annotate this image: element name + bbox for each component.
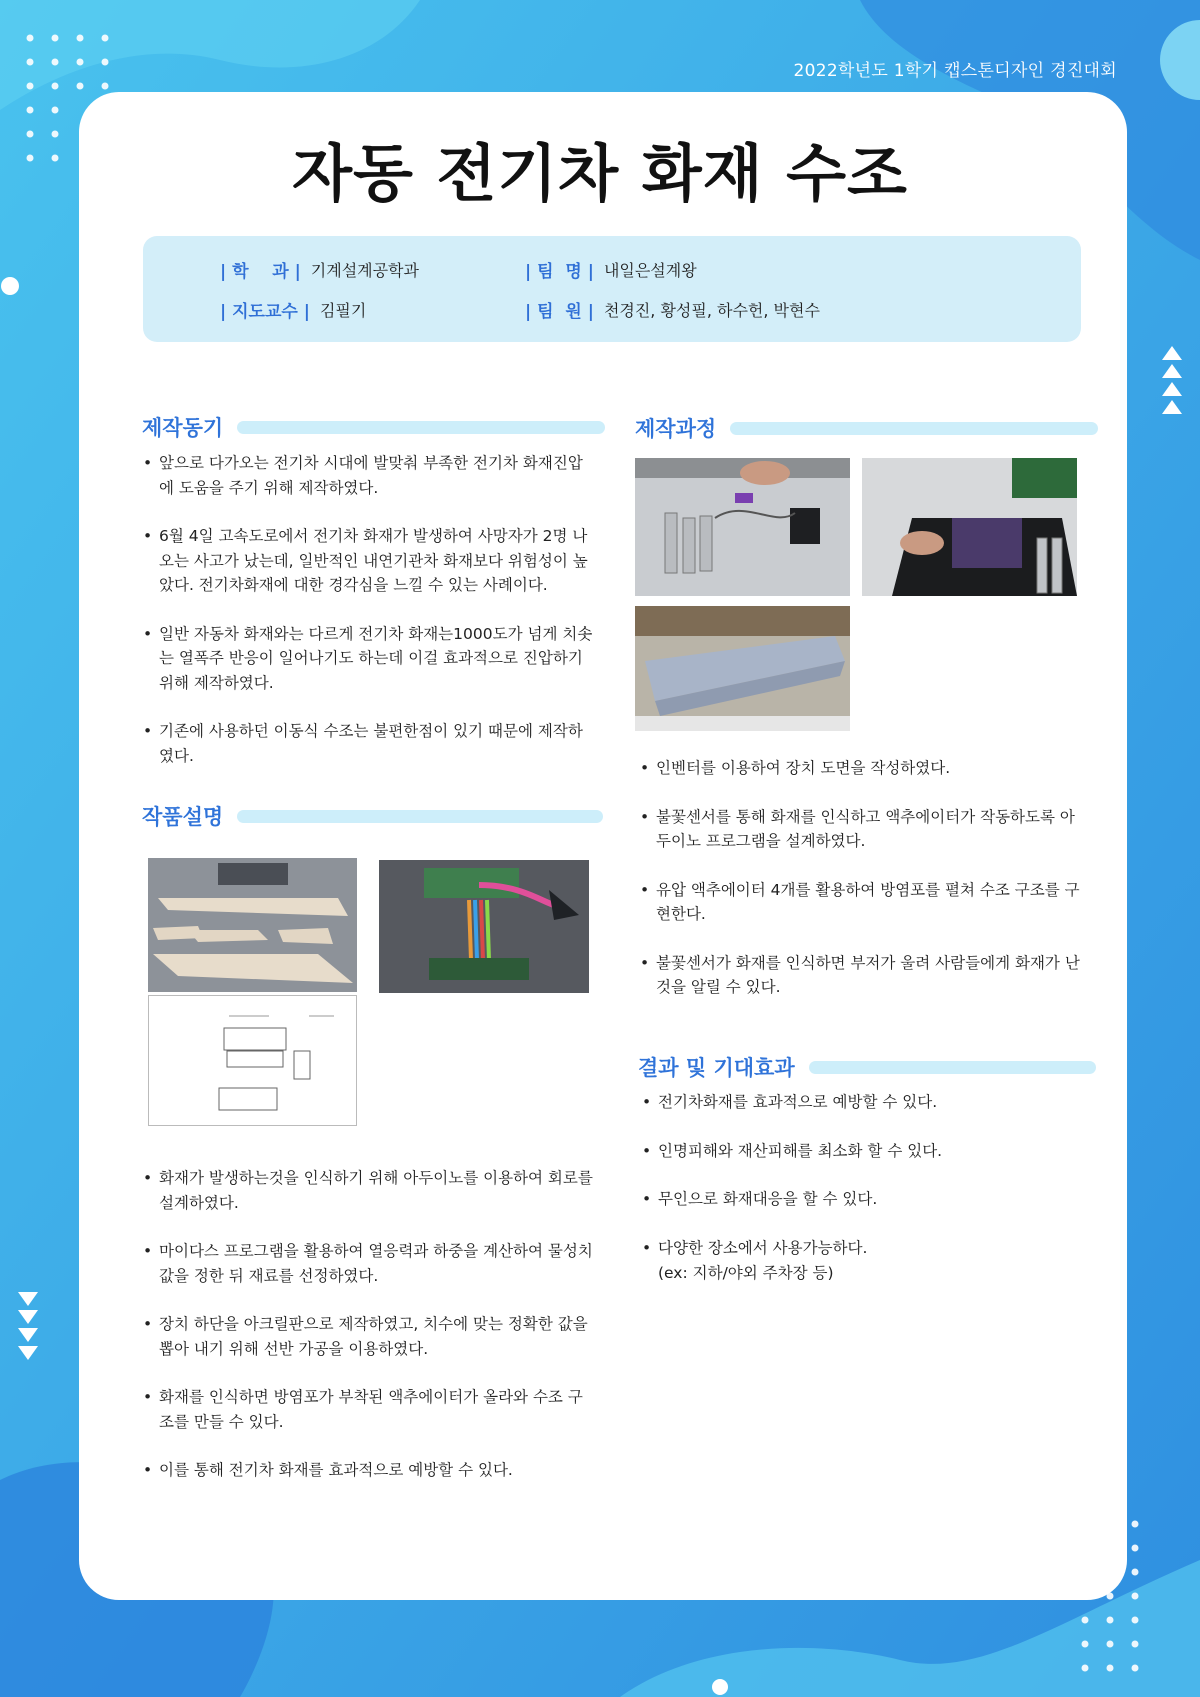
- results-bar: [809, 1061, 1096, 1074]
- members-row: [525, 297, 820, 322]
- motivation-title: 제작동기: [142, 416, 224, 440]
- list-item: • 화재를 인식하면 방염포가 부착된 액추에이터가 올라와 수조 구조를 만들 수 있다.: [143, 1385, 593, 1434]
- motivation-heading: [142, 412, 605, 442]
- dept-row: [220, 257, 419, 282]
- team-info-box: [143, 236, 1081, 342]
- list-item: • 6월 4일 고속도로에서 전기차 화재가 발생하여 사망자가 2명 나오는 사고가 났는데, 일반적인 내연기관차 화재보다 위험성이 높았다. 전기차화재에 대한 경각심을 느낄 수 있는 사례이다.: [143, 524, 593, 598]
- motivation-list: [143, 451, 593, 792]
- assembly-photo-1: [635, 458, 850, 596]
- members-label: | 팀 원 |: [525, 302, 594, 322]
- process-list: [640, 756, 1080, 1024]
- team-label: | 팀 명 |: [525, 262, 594, 282]
- process-heading: [635, 413, 1098, 443]
- list-item: • 앞으로 다가오는 전기차 시대에 발맞춰 부족한 전기차 화재진압에 도움을 주기 위해 제작하였다.: [143, 451, 593, 500]
- list-item: • 기존에 사용하던 이동식 수조는 불편한점이 있기 때문에 제작하였다.: [143, 719, 593, 768]
- process-bar: [730, 422, 1098, 435]
- description-heading: [142, 801, 603, 831]
- description-list: [143, 1166, 593, 1507]
- motivation-bar: [237, 421, 605, 434]
- advisor-row: [220, 297, 366, 322]
- process-title: 제작과정: [635, 417, 717, 441]
- team-row: [525, 257, 697, 282]
- acrylic-parts-photo: [148, 858, 357, 992]
- list-item: • 불꽃센서를 통해 화재를 인식하고 액추에이터가 작동하도록 아두이노 프로그램을 설계하였다.: [640, 805, 1080, 854]
- results-list: [642, 1090, 1082, 1260]
- dept-value: 기계설계공학과: [310, 261, 419, 280]
- members-value: 천경진, 황성필, 하수헌, 박현수: [603, 301, 820, 320]
- list-item: • 무인으로 화재대응을 할 수 있다.: [642, 1187, 1082, 1212]
- assembly-photo-2: [862, 458, 1077, 596]
- results-heading: [638, 1052, 1096, 1082]
- list-item: • 마이다스 프로그램을 활용하여 열응력과 하중을 계산하여 물성치 값을 정한 뒤 재료를 선정하였다.: [143, 1239, 593, 1288]
- list-item: • 화재가 발생하는것을 인식하기 위해 아두이노를 이용하여 회로를 설계하였다.: [143, 1166, 593, 1215]
- description-bar: [237, 810, 603, 823]
- list-item: • 장치 하단을 아크릴판으로 제작하였고, 치수에 맞는 정확한 값을 뽑아 내기 위해 선반 가공을 이용하였다.: [143, 1312, 593, 1361]
- assembly-photo-3: [635, 606, 850, 731]
- list-item: • 불꽃센서가 화재를 인식하면 부저가 울려 사람들에게 화재가 난 것을 알릴 수 있다.: [640, 951, 1080, 1000]
- wiring-photo: [379, 860, 589, 993]
- cad-drawing: [148, 995, 357, 1126]
- list-item: • 인명피해와 재산피해를 최소화 할 수 있다.: [642, 1139, 1082, 1164]
- dept-label: | 학 과 |: [220, 262, 301, 282]
- advisor-label: | 지도교수 |: [220, 302, 310, 322]
- advisor-value: 김필기: [319, 301, 367, 320]
- list-item: • 다양한 장소에서 사용가능하다.: [642, 1236, 1082, 1261]
- list-item: • 일반 자동차 화재와는 다르게 전기차 화재는1000도가 넘게 치솟는 열폭주 반응이 일어나기도 하는데 이걸 효과적으로 진압하기 위해 제작하였다.: [143, 622, 593, 696]
- results-note: (ex: 지하/야외 주차장 등): [658, 1264, 834, 1282]
- results-title: 결과 및 기대효과: [638, 1056, 795, 1080]
- team-value: 내일은설계왕: [603, 261, 697, 280]
- list-item: • 유압 액추에이터 4개를 활용하여 방염포를 펼쳐 수조 구조를 구현한다.: [640, 878, 1080, 927]
- poster-title: 자동 전기차 화재 수조: [292, 137, 908, 210]
- list-item: • 이를 통해 전기차 화재를 효과적으로 예방할 수 있다.: [143, 1458, 593, 1483]
- description-title: 작품설명: [142, 805, 224, 829]
- list-item: • 인벤터를 이용하여 장치 도면을 작성하였다.: [640, 756, 1080, 781]
- list-item: • 전기차화재를 효과적으로 예방할 수 있다.: [642, 1090, 1082, 1115]
- contest-title: 2022학년도 1학기 캡스톤디자인 경진대회: [793, 61, 1117, 81]
